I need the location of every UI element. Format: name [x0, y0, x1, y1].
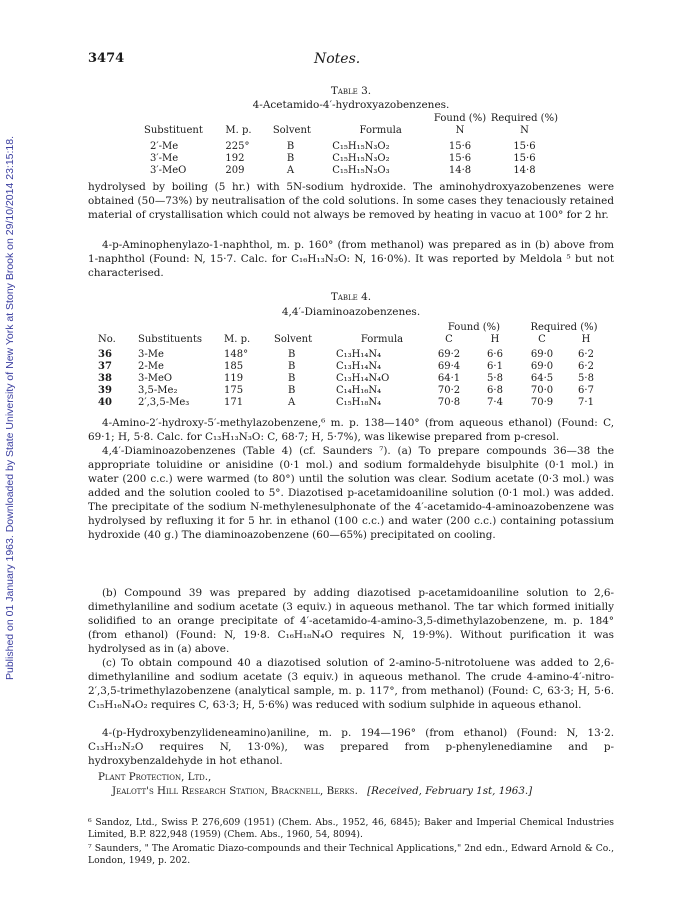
table-cell: 70·0: [530, 385, 554, 396]
table4-col-header: H: [581, 334, 591, 345]
table-cell: 14·8: [513, 165, 536, 176]
table-cell: 3′-MeO: [150, 165, 187, 176]
table3-label: Table 3.: [330, 85, 372, 97]
table-cell: 70·9: [530, 397, 554, 408]
table4-col-header: H: [490, 334, 500, 345]
table3-required-header: Required (%): [490, 113, 558, 124]
table4-col-header: No.: [98, 334, 116, 345]
table4-column-headers: [98, 334, 608, 346]
table-cell: 7·4: [487, 397, 503, 408]
received-date: [Received, February 1st, 1963.]: [367, 785, 533, 797]
footnote-6: ⁶ Sandoz, Ltd., Swiss P. 276,609 (1951) (Chem. Abs., 1952, 46, 6845); Baker and Imperial Chemical Industries Limited, B.P. 822,948 (1959) (Chem. Abs., 1960, 54, 8094).: [88, 817, 614, 841]
table-cell: 15·6: [513, 141, 536, 152]
paragraph-hydroxybenzylidene: 4-(p-Hydroxybenzylideneamino)aniline, m. p. 194—196° (from ethanol) (Found: N, 13·2. C₁₃H₁₂N₂O requires N, 13·0%), was prepared from p-phenylenediamine and p-hydroxybenzaldehyde in hot ethanol.: [88, 727, 614, 767]
table-cell: 5·8: [578, 373, 594, 384]
table-cell: A: [288, 397, 296, 408]
table4-label: Table 4.: [330, 291, 372, 303]
table3: [144, 113, 558, 177]
table-cell: C₁₄H₁₆N₄: [336, 385, 382, 396]
table-cell: 69·0: [530, 361, 554, 372]
table-cell: 70·2: [437, 385, 461, 396]
address-organisation: Plant Protection, Ltd.,: [98, 771, 212, 783]
table-cell: 6·7: [578, 385, 594, 396]
table-cell: C₁₅H₁₅N₃O₂: [332, 153, 390, 164]
download-watermark: [4, 70, 20, 680]
table-cell: C₁₅H₁₅N₃O₃: [332, 165, 390, 176]
paragraph-compound-39: (b) Compound 39 was prepared by adding diazotised p-acetamidoaniline solution to 2,6-dimethylaniline and sodium acetate (3 equiv.) in aqueous methanol. The tar which formed initially solidified to an orange precipitate of 4′-acetamido-4-amino-3,5-dimethylazobenzene, m. p. 184° (from ethanol) (Found: N, 19·8. C₁₆H₁₈N₄O requires N, 19·9%). Without purification it was hydrolysed as in (a) above.: [88, 587, 614, 655]
table3-col-header: N: [455, 125, 465, 136]
table-cell: 3′-Me: [150, 153, 179, 164]
table3-title: 4-Acetamido-4′-hydroxyazobenzenes.: [252, 99, 450, 111]
table-cell: B: [288, 385, 296, 396]
table-row: [98, 349, 608, 361]
footnote-7: ⁷ Saunders, " The Aromatic Diazo-compounds and their Technical Applications," 2nd edn., Edward Arnold & Co., London, 1949, p. 202.: [88, 843, 614, 867]
table4-col-header: Substituents: [138, 334, 203, 345]
table-cell: 5·8: [487, 373, 503, 384]
page-number: 3474: [88, 51, 125, 66]
table-row: [98, 361, 608, 373]
paragraph-compound-40: (c) To obtain compound 40 a diazotised solution of 2-amino-5-nitrotoluene was added to 2,6-dimethylaniline and sodium acetate (3 equiv.) in aqueous methanol. The crude 4-amino-4′-nitro-2′,3,5-trimethylazobenzene (analytical sample, m. p. 117°, from methanol) (Found: C, 63·3; H, 5·6. C₁₅H₁₆N₄O₂ requires C, 63·3; H, 5·6%) was reduced with sodium sulphide in aqueous ethanol.: [88, 657, 614, 711]
table3-group-header: [144, 113, 558, 125]
table-cell: 15·6: [448, 153, 472, 164]
table-cell: 3-Me: [138, 349, 164, 360]
table-row: [98, 385, 608, 397]
table-row: [144, 141, 558, 153]
table-row: [98, 397, 608, 409]
table-cell: 175: [224, 385, 244, 396]
table4-col-header: C: [445, 334, 453, 345]
table-cell: 3-MeO: [138, 373, 173, 384]
table3-col-header: Formula: [359, 125, 402, 136]
table-cell: B: [288, 361, 296, 372]
table3-found-header: Found (%): [433, 113, 487, 124]
table-cell: 185: [224, 361, 244, 372]
table-cell: 225°: [225, 141, 250, 152]
paragraph-hydrolysis: hydrolysed by boiling (5 hr.) with 5N-sodium hydroxide. The aminohydroxyazobenzenes were obtained (50—73%) by neutralisation of the cold solutions. In some cases they tenaciously retained material of crystallisation which could not always be removed by heating in vacuo at 100° for 2 hr.: [88, 181, 614, 221]
table-cell: 15·6: [448, 141, 472, 152]
table-cell: 192: [225, 153, 245, 164]
table-cell: 2′,3,5-Me₃: [138, 397, 190, 408]
paragraph-naphthol: 4-p-Aminophenylazo-1-naphthol, m. p. 160° (from methanol) was prepared as in (b) above from 1-naphthol (Found: N, 15·7. Calc. for C₁₆H₁₃N₃O: N, 16·0%). It was reported by Meldola ⁵ but not characterised.: [88, 239, 614, 279]
table4-col-header: Solvent: [274, 334, 313, 345]
table-cell: 209: [225, 165, 245, 176]
table-cell: 39: [98, 385, 112, 396]
table4-title: 4,4′-Diaminoazobenzenes.: [281, 306, 421, 318]
table-cell: B: [286, 153, 295, 164]
table3-col-header: Solvent: [272, 125, 311, 136]
paragraph-amino-hydroxy: 4-Amino-2′-hydroxy-5′-methylazobenzene,⁶ m. p. 138—140° (from aqueous ethanol) (Found: C, 69·1; H, 5·8. Calc. for C₁₃H₁₃N₃O: C, 68·7; H, 5·7%), was likewise prepared from p-cresol.: [88, 417, 614, 443]
table-cell: 7·1: [578, 397, 594, 408]
table-cell: 119: [224, 373, 244, 384]
table4: [98, 322, 608, 409]
table-cell: 2-Me: [138, 361, 164, 372]
table4-group-header: [98, 322, 608, 334]
table-cell: A: [286, 165, 295, 176]
table-cell: 69·2: [437, 349, 461, 360]
table-cell: C₁₃H₁₄N₄: [336, 349, 382, 360]
table-cell: C₁₃H₁₄N₄: [336, 361, 382, 372]
table-cell: C₁₃H₁₄N₄O: [336, 373, 390, 384]
table-cell: 6·8: [487, 385, 503, 396]
table3-col-header: N: [520, 125, 529, 136]
table-cell: 148°: [224, 349, 249, 360]
table3-col-header: Substituent: [144, 125, 203, 136]
table4-found-header: Found (%): [447, 322, 501, 333]
table4-col-header: C: [538, 334, 546, 345]
table-cell: 70·8: [437, 397, 461, 408]
table4-required-header: Required (%): [530, 322, 598, 333]
table-cell: 64·5: [530, 373, 554, 384]
table-cell: C₁₅H₁₅N₃O₂: [332, 141, 390, 152]
table-row: [144, 165, 558, 177]
table-cell: 6·1: [487, 361, 503, 372]
table-cell: 6·2: [578, 361, 594, 372]
table-cell: B: [288, 373, 296, 384]
watermark-text: Published on 01 January 1963. Downloaded by State University of New York at Stony Brook on 29/10/2014 23:15:18.: [4, 135, 16, 680]
table-cell: 40: [98, 397, 112, 408]
table3-col-header: M. p.: [225, 125, 252, 136]
table4-col-header: Formula: [360, 334, 404, 345]
table-cell: 6·6: [487, 349, 503, 360]
paragraph-diaminoazobenzenes: 4,4′-Diaminoazobenzenes (Table 4) (cf. Saunders ⁷). (a) To prepare compounds 36—38 the appropriate toluidine or anisidine (0·1 mol.) and sodium formaldehyde bisulphite (0·1 mol.) in water (200 c.c.) were warmed (to 80°) until the solution was clear. Sodium acetate (0·3 mol.) was added and the solution cooled to 5°. Diazotised p-acetamidoaniline solution (0·1 mol.) was added. The precipitate of the sodium N-methylenesulphonate of the 4′-acetamido-4-aminoazobenzene was hydrolysed by refluxing it for 5 hr. in ethanol (100 c.c.) and water (200 c.c.) containing potassium hydroxide (40 g.) The diaminoazobenzene (60—65%) precipitated on cooling.: [88, 445, 614, 541]
table-cell: B: [286, 141, 295, 152]
table-cell: B: [288, 349, 296, 360]
page-header: [88, 52, 614, 70]
table-cell: 3,5-Me₂: [138, 385, 178, 396]
address-line: [112, 784, 532, 798]
table-cell: 14·8: [448, 165, 472, 176]
table-cell: 69·0: [530, 349, 554, 360]
table-cell: 38: [98, 373, 112, 384]
table-cell: 15·6: [513, 153, 536, 164]
running-title: Notes.: [314, 51, 361, 67]
address-station: Jealott's Hill Research Station, Bracknell, Berks.: [112, 785, 358, 797]
table-cell: 36: [98, 349, 112, 360]
table-cell: 69·4: [437, 361, 461, 372]
table-row: [98, 373, 608, 385]
table-cell: 37: [98, 361, 112, 372]
table3-column-headers: [144, 125, 558, 137]
table-cell: 171: [224, 397, 244, 408]
table4-col-header: M. p.: [224, 334, 251, 345]
table-cell: C₁₅H₁₈N₄: [336, 397, 382, 408]
table-row: [144, 153, 558, 165]
table-cell: 2′-Me: [150, 141, 179, 152]
table-cell: 6·2: [578, 349, 594, 360]
table-cell: 64·1: [437, 373, 461, 384]
